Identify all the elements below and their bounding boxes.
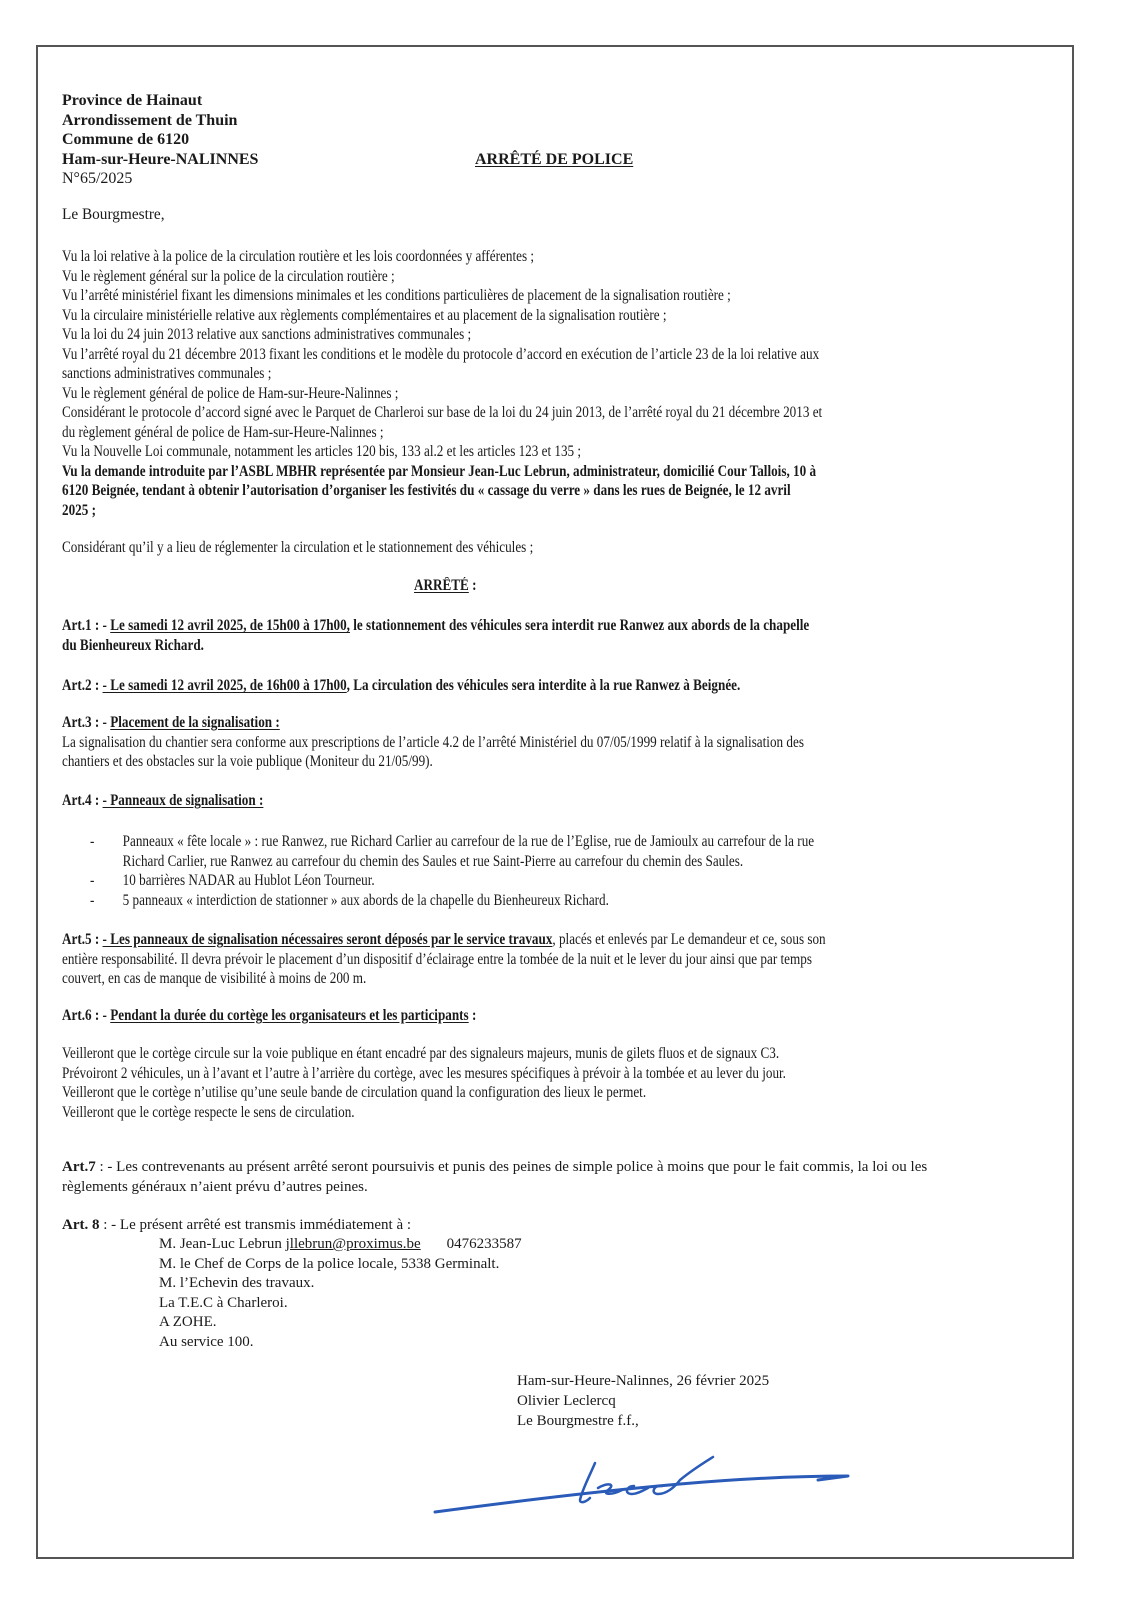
- article-6-line: Veilleront que le cortège circule sur la voie publique en étant encadré par des signaleurs majeurs, munis de gilets fluos et de signaux C3.: [62, 1045, 780, 1062]
- recipients-list: [159, 1235, 522, 1352]
- list-item: [90, 891, 1079, 911]
- article-6-line: Veilleront que le cortège respecte le sens de circulation.: [62, 1103, 355, 1121]
- article-2-text: , La circulation des véhicules sera interdite à la rue Ranwez à Beignée.: [346, 677, 741, 694]
- request-line: 6120 Beignée, tendant à obtenir l’autorisation d’organiser les festivités du « cassage du verre » dans les rues de Beignée, le 12 avril: [62, 482, 791, 499]
- recipient-item: Au service 100.: [159, 1333, 254, 1350]
- article-6-heading: Pendant la durée du cortège les organisateurs et les participants: [110, 1007, 469, 1024]
- signatory-role: Le Bourgmestre f.f.,: [517, 1413, 639, 1429]
- article-4-list: [90, 832, 1079, 910]
- issuer-arrondissement: Arrondissement de Thuin: [62, 111, 238, 129]
- list-item-text: Richard Carlier, rue Ranwez au carrefour du chemin des Saules et rue Saint-Pierre au carrefour du chemin des Saules.: [122, 852, 744, 870]
- article-6-colon: :: [468, 1007, 477, 1024]
- consideration-line: Vu la Nouvelle Loi communale, notamment les articles 120 bis, 133 al.2 et les articles 123 et 135 ;: [62, 443, 582, 460]
- considerations-list: [62, 247, 1060, 520]
- article-1-text: le stationnement des véhicules sera interdit rue Ranwez aux abords de la chapelle: [349, 617, 810, 634]
- consideration-line: Considérant le protocole d’accord signé avec le Parquet de Charleroi sur base de la loi du 24 juin 2013, de l’arrêté royal du 21 décembre 2013 et: [62, 404, 823, 421]
- decree-heading-colon: :: [468, 577, 477, 594]
- signature-place-date: Ham-sur-Heure-Nalinnes, 26 février 2025: [517, 1373, 770, 1389]
- article-4-label: Art.4 :: [62, 792, 103, 809]
- consideration-line: Vu la circulaire ministérielle relative aux règlements complémentaires et au placement de la signalisation routière ;: [62, 306, 667, 324]
- article-5-heading: - Les panneaux de signalisation nécessaires seront déposés par le service travaux: [102, 931, 553, 948]
- bullet-dash: -: [90, 833, 95, 850]
- article-6-heading-row: [62, 1006, 476, 1025]
- article-4-heading: - Panneaux de signalisation :: [102, 792, 264, 809]
- recipient-item: A ZOHE.: [159, 1314, 217, 1330]
- request-line: 2025 ;: [62, 501, 96, 519]
- consideration-line: Vu l’arrêté ministériel fixant les dimensions minimales et les conditions particulières de placement de la signalisation routière ;: [62, 287, 731, 304]
- list-item-text: Panneaux « fête locale » : rue Ranwez, rue Richard Carlier au carrefour de la rue de l’Eglise, rue de Jamioulx au carrefour de la rue: [122, 833, 815, 850]
- article-3-heading: Placement de la signalisation :: [110, 714, 280, 731]
- list-item-text: 10 barrières NADAR au Hublot Léon Tourneur.: [122, 872, 375, 889]
- article-3-line: chantiers et des obstacles sur la voie publique (Moniteur du 21/05/99).: [62, 753, 433, 770]
- article-3-line: La signalisation du chantier sera conforme aux prescriptions de l’article 4.2 de l’arrêté Ministériel du 07/05/1999 relatif à la signalisation des: [62, 733, 804, 751]
- decree-heading-text: ARRÊTÉ: [414, 577, 469, 594]
- article-5-text: , placés et enlevés par Le demandeur et ce, sous son: [552, 931, 826, 948]
- article-7: [62, 1158, 1082, 1197]
- consideration-line: Vu la loi relative à la police de la circulation routière et les lois coordonnées y afférentes ;: [62, 248, 535, 265]
- article-2-label: Art.2 :: [62, 677, 103, 694]
- consideration-line: du règlement général de police de Ham-sur-Heure-Nalinnes ;: [62, 423, 384, 441]
- article-3: [62, 713, 1068, 772]
- list-item-text: 5 panneaux « interdiction de stationner » aux abords de la chapelle du Bienheureux Richard.: [122, 891, 609, 909]
- decree-heading: [414, 576, 476, 595]
- issuer-header: [62, 91, 258, 189]
- consideration-line: sanctions administratives communales ;: [62, 365, 272, 382]
- article-6-label: Art.6 : -: [62, 1007, 111, 1024]
- recipient-item: La T.E.C à Charleroi.: [159, 1294, 288, 1311]
- considering-clause: Considérant qu’il y a lieu de réglementer la circulation et le stationnement des véhicules ;: [62, 539, 534, 556]
- article-2: [62, 676, 740, 695]
- issuer-province: Province de Hainaut: [62, 92, 203, 109]
- issuer-commune: Commune de 6120: [62, 131, 190, 148]
- article-1-text-2: du Bienheureux Richard.: [62, 636, 204, 654]
- article-7-label: Art.7: [62, 1159, 96, 1175]
- consideration-line: Vu le règlement général sur la police de la circulation routière ;: [62, 267, 395, 285]
- article-8-label: Art. 8: [62, 1217, 100, 1233]
- recipient-name: M. Jean-Luc Lebrun: [159, 1236, 286, 1252]
- article-6-line: Prévoiront 2 véhicules, un à l’avant et l’autre à l’arrière du cortège, avec les mesures spécifiques à prévoir à la tombée et au lever du jour.: [62, 1064, 786, 1082]
- article-1: [62, 616, 1068, 655]
- article-1-date: Le samedi 12 avril 2025, de 15h00 à 17h00,: [110, 617, 350, 634]
- article-8-heading-row: [62, 1216, 411, 1235]
- article-5-line: couvert, en cas de manque de visibilité à moins de 200 m.: [62, 970, 367, 987]
- consideration-line: Vu la loi du 24 juin 2013 relative aux sanctions administratives communales ;: [62, 326, 472, 343]
- recipient-email-link[interactable]: jllebrun@proximus.be: [285, 1236, 421, 1252]
- request-line: Vu la demande introduite par l’ASBL MBHR représentée par Monsieur Jean-Luc Lebrun, administrateur, domicilié Cour Tallois, 10 à: [62, 462, 817, 480]
- issuer-town: Ham-sur-Heure-NALINNES: [62, 150, 259, 168]
- recipient-item: M. l’Echevin des travaux.: [159, 1275, 315, 1291]
- article-5-label: Art.5 :: [62, 931, 103, 948]
- article-4-heading-row: [62, 791, 263, 810]
- consideration-line: Vu l’arrêté royal du 21 décembre 2013 fixant les conditions et le modèle du protocole d’accord en exécution de l’article 23 de la loi relative aux: [62, 345, 820, 363]
- list-item: [90, 832, 1079, 871]
- signature-block: [517, 1371, 769, 1431]
- bullet-dash: -: [90, 891, 95, 909]
- intro-mayor: Le Bourgmestre,: [62, 206, 165, 223]
- list-item: [90, 871, 1079, 891]
- consideration-line: Vu le règlement général de police de Ham-sur-Heure-Nalinnes ;: [62, 384, 399, 402]
- article-3-label: Art.3 : -: [62, 714, 111, 731]
- recipient-item: [159, 1235, 522, 1255]
- article-2-date: - Le samedi 12 avril 2025, de 16h00 à 17h00: [102, 677, 347, 694]
- handwritten-signature: [430, 1440, 860, 1520]
- article-8-text: : - Le présent arrêté est transmis immédiatement à :: [99, 1217, 412, 1233]
- article-7-text: : - Les contrevenants au présent arrêté seront poursuivis et punis des peines de simple police à moins que pour le fait commis, la loi ou les: [95, 1159, 928, 1175]
- recipient-phone: 0476233587: [446, 1236, 522, 1252]
- article-7-line-2: règlements généraux n’aient prévu d’autres peines.: [62, 1178, 368, 1195]
- article-6-line: Veilleront que le cortège n’utilise qu’une seule bande de circulation quand la configuration des lieux le permet.: [62, 1084, 647, 1101]
- article-1-label: Art.1 : -: [62, 617, 111, 634]
- bullet-dash: -: [90, 872, 95, 889]
- signatory-name: Olivier Leclercq: [517, 1393, 616, 1409]
- recipient-item: M. le Chef de Corps de la police locale, 5338 Germinalt.: [159, 1255, 500, 1272]
- decree-number: N°65/2025: [62, 170, 133, 187]
- article-5-line: entière responsabilité. Il devra prévoir le placement d’un dispositif d’éclairage entre la tombée de la nuit et le lever du jour ainsi que par temps: [62, 950, 812, 968]
- document-title: ARRÊTÉ DE POLICE: [475, 151, 634, 168]
- article-6-body: [62, 1044, 1068, 1122]
- article-5: [62, 930, 1068, 989]
